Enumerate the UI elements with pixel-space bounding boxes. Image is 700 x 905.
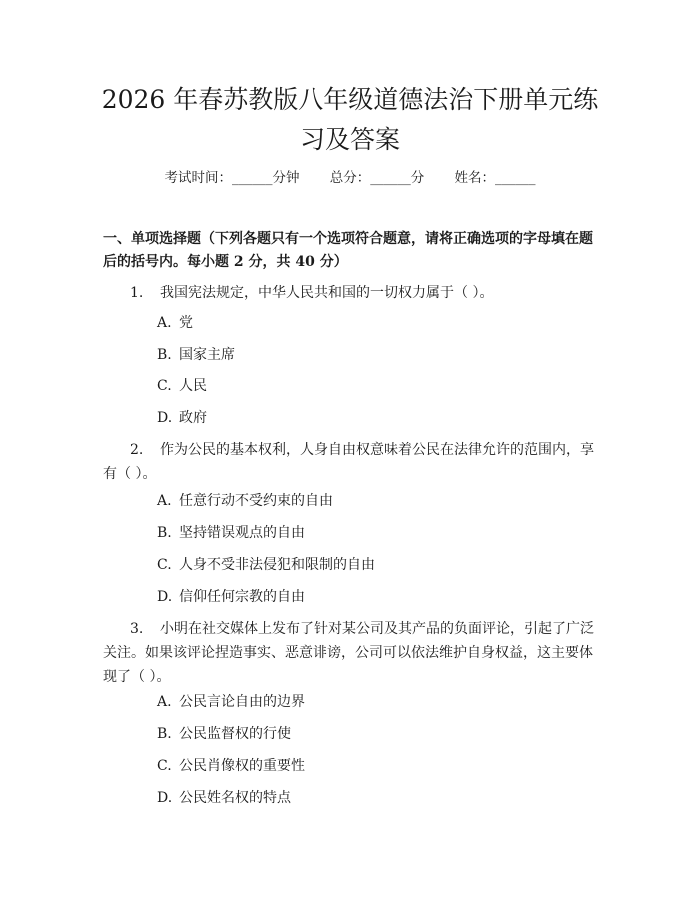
- option-letter: B.: [157, 726, 172, 742]
- exam-time-unit: 分钟: [272, 170, 300, 186]
- option-text: 人身不受非法侵犯和限制的自由: [179, 557, 375, 573]
- question-3: [103, 617, 600, 689]
- option-text: 国家主席: [179, 347, 235, 363]
- option-text: 信仰任何宗教的自由: [179, 589, 305, 605]
- exam-time-field: [164, 168, 299, 188]
- question-number: 1.: [130, 285, 144, 301]
- total-score-label: 总分：: [329, 170, 371, 186]
- total-score-blank: ______: [370, 170, 411, 186]
- exam-info-line: [0, 168, 700, 188]
- option-text: 公民监督权的行使: [179, 726, 291, 742]
- question-2-option-d: [157, 587, 305, 607]
- option-letter: A.: [157, 493, 172, 509]
- question-1-option-d: [157, 408, 207, 428]
- total-score-unit: 分: [410, 170, 425, 186]
- question-2-option-a: [157, 491, 333, 511]
- question-text: 作为公民的基本权利，人身自由权意味着公民在法律允许的范围内，享有（ ）。: [103, 442, 594, 482]
- exam-time-blank: ______: [231, 170, 273, 186]
- option-letter: A.: [157, 694, 172, 710]
- option-letter: D.: [157, 589, 173, 605]
- name-label: 姓名：: [454, 170, 496, 186]
- option-letter: B.: [157, 347, 172, 363]
- question-2: [103, 438, 600, 486]
- option-text: 公民言论自由的边界: [179, 694, 305, 710]
- question-number: 3.: [130, 621, 144, 637]
- question-3-option-c: [157, 756, 305, 776]
- section-title: 一、单项选择题（下列各题只有一个选项符合题意，请将正确选项的字母填在题后的括号内。每小题 2 分，共 40 分）: [103, 231, 593, 270]
- option-text: 党: [179, 315, 193, 331]
- question-2-option-c: [157, 555, 375, 575]
- question-3-option-d: [157, 788, 291, 808]
- option-letter: D.: [157, 790, 173, 806]
- question-1-option-c: [157, 376, 207, 396]
- document-title: 2026 年春苏教版八年级道德法治下册单元练习及答案: [101, 85, 599, 154]
- name-blank: ______: [495, 170, 536, 186]
- option-letter: D.: [157, 410, 173, 426]
- question-text: 我国宪法规定，中华人民共和国的一切权力属于（ ）。: [160, 285, 494, 301]
- exam-time-label: 考试时间：: [164, 170, 232, 186]
- question-1: [103, 281, 600, 305]
- option-text: 公民肖像权的重要性: [179, 758, 305, 774]
- option-text: 任意行动不受约束的自由: [179, 493, 333, 509]
- option-text: 坚持错误观点的自由: [179, 525, 305, 541]
- option-text: 公民姓名权的特点: [179, 790, 291, 806]
- question-2-option-b: [157, 523, 305, 543]
- option-letter: C.: [157, 378, 172, 394]
- question-3-option-b: [157, 724, 291, 744]
- question-1-option-a: [157, 313, 193, 333]
- question-1-option-b: [157, 345, 235, 365]
- option-letter: C.: [157, 557, 172, 573]
- option-text: 政府: [179, 410, 207, 426]
- option-letter: B.: [157, 525, 172, 541]
- question-number: 2.: [130, 442, 144, 458]
- name-field: [455, 168, 536, 188]
- option-text: 人民: [179, 378, 207, 394]
- total-score-field: [330, 168, 425, 188]
- question-3-option-a: [157, 692, 305, 712]
- question-text: 小明在社交媒体上发布了针对某公司及其产品的负面评论，引起了广泛关注。如果该评论捏造事实、恶意诽谤，公司可以依法维护自身权益，这主要体现了（ ）。: [103, 621, 594, 685]
- option-letter: C.: [157, 758, 172, 774]
- option-letter: A.: [157, 315, 172, 331]
